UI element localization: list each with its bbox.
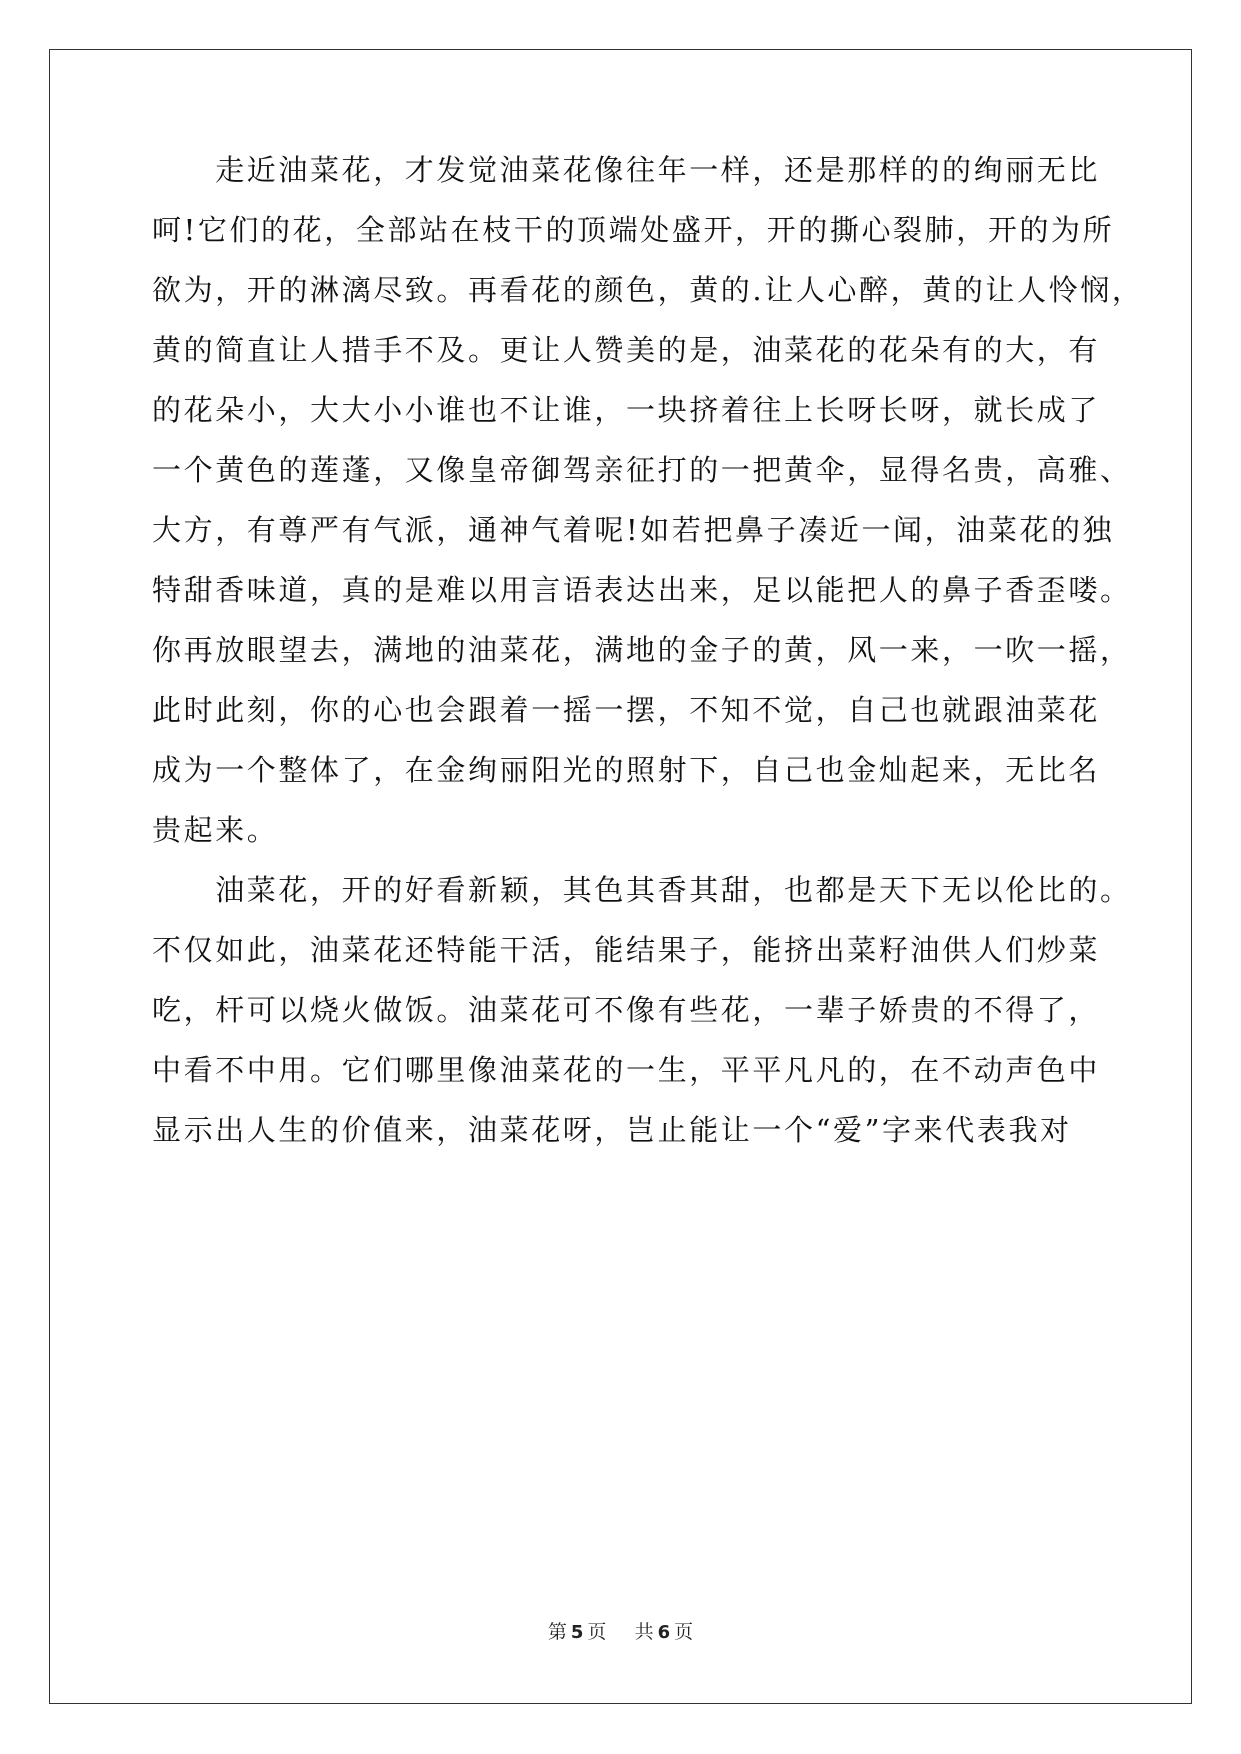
text-line: 一个黄色的莲蓬，又像皇帝御驾亲征打的一把黄伞，显得名贵，高雅、: [152, 453, 1132, 487]
text-line: 走近油菜花，才发觉油菜花像往年一样，还是那样的的绚丽无比: [152, 153, 1101, 187]
text-line: 油菜花，开的好看新颖，其色其香其甜，也都是天下无以伦比的。: [152, 873, 1132, 907]
page-suffix: 页: [587, 1621, 607, 1643]
text-line: 此时此刻，你的心也会跟着一摇一摆，不知不觉，自己也就跟油菜花: [152, 693, 1101, 727]
text-line: 的花朵小，大大小小谁也不让谁，一块挤着往上长呀长呀，就长成了: [152, 393, 1101, 427]
text-line: 显示出人生的价值来，油菜花呀，岂止能让一个“爱”字来代表我对: [152, 1113, 1072, 1147]
text-line: 中看不中用。它们哪里像油菜花的一生，平平凡凡的，在不动声色中: [152, 1053, 1101, 1087]
text-line: 不仅如此，油菜花还特能干活，能结果子，能挤出菜籽油供人们炒菜: [152, 933, 1101, 967]
total-prefix: 共: [634, 1621, 654, 1643]
text-line: 呵!它们的花，全部站在枝干的顶端处盛开，开的撕心裂肺，开的为所: [152, 213, 1115, 247]
page-footer: [0, 1620, 1241, 1645]
text-line: 黄的简直让人措手不及。更让人赞美的是，油菜花的花朵有的大，有: [152, 333, 1101, 367]
text-line: 大方，有尊严有气派，通神气着呢!如若把鼻子凑近一闻，油菜花的独: [152, 513, 1115, 547]
text-line: 成为一个整体了，在金绚丽阳光的照射下，自己也金灿起来，无比名: [152, 753, 1101, 787]
total-suffix: 页: [674, 1621, 694, 1643]
page-prefix: 第: [547, 1621, 567, 1643]
text-line: 特甜香味道，真的是难以用言语表达出来，足以能把人的鼻子香歪喽。: [152, 573, 1132, 607]
text-line: 欲为，开的淋漓尽致。再看花的颜色，黄的.让人心醉，黄的让人怜悯，: [152, 273, 1144, 307]
text-line: 吃，杆可以烧火做饭。油菜花可不像有些花，一辈子娇贵的不得了，: [152, 993, 1101, 1027]
page-current: 5: [570, 1622, 584, 1643]
text-line: 你再放眼望去，满地的油菜花，满地的金子的黄，风一来，一吹一摇，: [152, 633, 1132, 667]
text-line: 贵起来。: [152, 813, 279, 847]
page-total: 6: [657, 1622, 671, 1643]
